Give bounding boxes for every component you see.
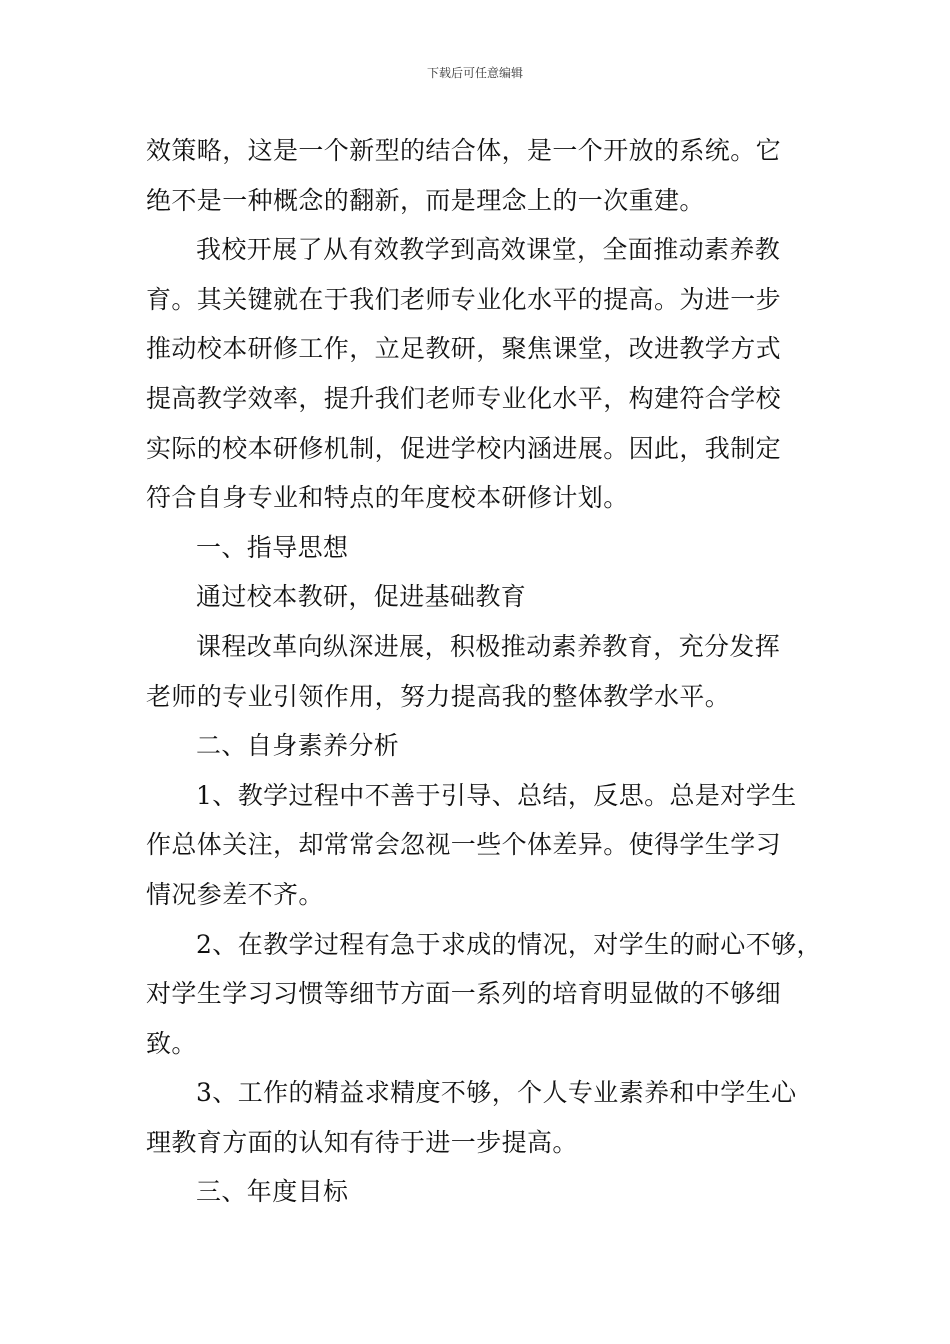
text-line: 作总体关注，却常常会忽视一些个体差异。使得学生学习 <box>146 830 782 860</box>
text-line: 课程改革向纵深进展，积极推动素养教育，充分发挥 <box>196 631 781 661</box>
text-line: 理教育方面的认知有待于进一步提高。 <box>146 1127 578 1157</box>
document-body <box>146 126 836 1217</box>
text-line: 一、指导思想 <box>196 532 349 562</box>
text-line: 对学生学习习惯等细节方面一系列的培育明显做的不够细 <box>146 979 782 1009</box>
list-item-2 <box>146 920 836 1069</box>
text-line: 效策略，这是一个新型的结合体，是一个开放的系统。它 <box>146 136 782 165</box>
text-line: 致。 <box>146 1028 197 1058</box>
text-line: 推动校本研修工作，立足教研，聚焦课堂，改进教学方式 <box>146 334 782 364</box>
text-line: 二、自身素养分析 <box>196 731 400 761</box>
paragraph-1 <box>146 126 836 225</box>
list-item-3 <box>146 1068 836 1167</box>
section-heading-guiding-ideology <box>146 523 836 573</box>
section-heading-annual-goals <box>146 1167 836 1217</box>
section-heading-self-analysis <box>146 721 836 771</box>
text-line: 实际的校本研修机制，促进学校内涵进展。因此，我制定 <box>146 433 782 463</box>
text-line: 符合自身专业和特点的年度校本研修计划。 <box>146 483 629 513</box>
text-line: 情况参差不齐。 <box>146 879 324 909</box>
paragraph-4 <box>146 622 836 721</box>
paragraph-2 <box>146 225 836 523</box>
text-line: 我校开展了从有效教学到高效课堂，全面推动素养教 <box>196 235 781 265</box>
text-line: 通过校本教研，促进基础教育 <box>196 582 527 612</box>
text-line: 育。其关键就在于我们老师专业化水平的提高。为进一步 <box>146 284 782 314</box>
page-header: 下载后可任意编辑 <box>426 66 523 80</box>
text-line: 提高教学效率，提升我们老师专业化水平，构建符合学校 <box>146 383 782 413</box>
list-item-1 <box>146 771 836 920</box>
text-line: 2、在教学过程有急于求成的情况，对学生的耐心不够， <box>196 929 822 959</box>
text-line: 三、年度目标 <box>196 1177 349 1207</box>
paragraph-3 <box>146 572 836 622</box>
text-line: 绝不是一种概念的翻新，而是理念上的一次重建。 <box>146 185 705 215</box>
text-line: 老师的专业引领作用，努力提高我的整体教学水平。 <box>146 681 731 711</box>
text-line: 1、教学过程中不善于引导、总结，反思。总是对学生 <box>196 780 797 810</box>
text-line: 3、工作的精益求精度不够，个人专业素养和中学生心 <box>196 1078 797 1108</box>
